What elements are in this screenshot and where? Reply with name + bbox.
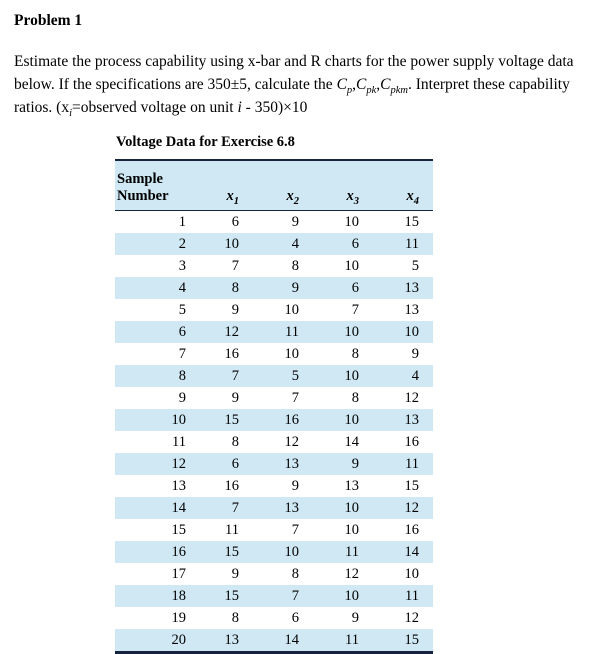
table-title: Voltage Data for Exercise 6.8 — [115, 132, 433, 161]
col-header-x2-sub: 2 — [293, 195, 299, 207]
table-row — [115, 629, 433, 653]
col-header-x1-sub: 1 — [233, 195, 239, 207]
col-header-x1-base: x — [226, 188, 234, 204]
value-cell: 11 — [345, 631, 359, 648]
value-cell: 15 — [404, 213, 419, 230]
value-cell: 11 — [405, 235, 419, 252]
sample-number-cell: 2 — [178, 235, 186, 252]
sample-number-cell: 4 — [178, 279, 186, 296]
sample-number-cell: 10 — [171, 411, 186, 428]
value-cell: 9 — [231, 389, 239, 406]
value-cell: 7 — [231, 257, 239, 274]
value-cell: 10 — [404, 565, 419, 582]
table-row — [115, 585, 433, 607]
table-header-row — [115, 161, 433, 211]
value-cell: 9 — [231, 565, 239, 582]
table-row — [115, 497, 433, 519]
sample-number-cell: 17 — [171, 565, 186, 582]
voltage-data-table — [115, 132, 433, 654]
col-header-sample-number: Sample Number — [115, 161, 193, 211]
table-row — [115, 343, 433, 365]
value-cell: 10 — [344, 367, 359, 384]
value-cell: 15 — [224, 411, 239, 428]
col-header-x4 — [373, 161, 433, 211]
value-cell: 10 — [284, 345, 299, 362]
table-row — [115, 365, 433, 387]
value-cell: 9 — [351, 609, 359, 626]
value-cell: 7 — [231, 367, 239, 384]
value-cell: 6 — [291, 609, 299, 626]
sample-number-cell: 18 — [171, 587, 186, 604]
sample-number-cell: 9 — [178, 389, 186, 406]
value-cell: 7 — [291, 587, 299, 604]
value-cell: 16 — [224, 345, 239, 362]
sample-number-cell: 7 — [178, 345, 186, 362]
value-cell: 11 — [225, 521, 239, 538]
value-cell: 10 — [284, 543, 299, 560]
col-header-x1 — [193, 161, 253, 211]
value-cell: 10 — [344, 323, 359, 340]
value-cell: 6 — [231, 455, 239, 472]
value-cell: 12 — [344, 565, 359, 582]
table-row — [115, 475, 433, 497]
value-cell: 13 — [404, 279, 419, 296]
value-cell: 8 — [291, 257, 299, 274]
col-header-x3 — [313, 161, 373, 211]
value-cell: 10 — [344, 411, 359, 428]
sample-number-cell: 13 — [171, 477, 186, 494]
value-cell: 7 — [231, 499, 239, 516]
problem-statement: Estimate the process capability using x-bar and R charts for the power supply voltage data below. If the specifications are 350±5, calculate the $C_p,C_{pk},C_{pkm}$. Interpret these capability ratios. ($x_i=observed$ voltage on unit i - 350)×10 — [14, 53, 574, 120]
value-cell: 5 — [291, 367, 299, 384]
table-row — [115, 519, 433, 541]
value-cell: 15 — [404, 631, 419, 648]
sample-number-cell: 3 — [178, 257, 186, 274]
sample-number-cell: 15 — [171, 521, 186, 538]
value-cell: 9 — [231, 301, 239, 318]
value-cell: 9 — [291, 213, 299, 230]
table-row — [115, 211, 433, 234]
value-cell: 10 — [404, 323, 419, 340]
sample-number-cell: 1 — [178, 213, 186, 230]
value-cell: 14 — [284, 631, 299, 648]
value-cell: 9 — [411, 345, 419, 362]
value-cell: 8 — [351, 389, 359, 406]
sample-number-cell: 8 — [178, 367, 186, 384]
value-cell: 13 — [284, 499, 299, 516]
value-cell: 16 — [284, 411, 299, 428]
table-row — [115, 541, 433, 563]
value-cell: 8 — [231, 279, 239, 296]
table-row — [115, 255, 433, 277]
value-cell: 9 — [351, 455, 359, 472]
value-cell: 12 — [224, 323, 239, 340]
table-body — [115, 211, 433, 653]
col-header-x3-sub: 3 — [353, 195, 359, 207]
col-header-x3-base: x — [346, 188, 354, 204]
value-cell: 10 — [284, 301, 299, 318]
sample-number-cell: 19 — [171, 609, 186, 626]
table-row — [115, 387, 433, 409]
value-cell: 15 — [224, 543, 239, 560]
value-cell: 8 — [351, 345, 359, 362]
table-row — [115, 299, 433, 321]
value-cell: 13 — [404, 411, 419, 428]
value-cell: 7 — [291, 521, 299, 538]
col-header-x4-sub: 4 — [413, 195, 419, 207]
table-row — [115, 607, 433, 629]
value-cell: 10 — [344, 521, 359, 538]
value-cell: 10 — [344, 587, 359, 604]
problem-heading: Problem 1 — [14, 12, 83, 29]
value-cell: 10 — [344, 499, 359, 516]
value-cell: 7 — [351, 301, 359, 318]
value-cell: 13 — [224, 631, 239, 648]
table-row — [115, 431, 433, 453]
value-cell: 4 — [291, 235, 299, 252]
value-cell: 8 — [231, 433, 239, 450]
sample-number-cell: 11 — [172, 433, 186, 450]
value-cell: 10 — [344, 213, 359, 230]
value-cell: 15 — [404, 477, 419, 494]
value-cell: 12 — [404, 389, 419, 406]
value-cell: 14 — [404, 543, 419, 560]
value-cell: 13 — [404, 301, 419, 318]
value-cell: 12 — [404, 499, 419, 516]
col-header-x2 — [253, 161, 313, 211]
value-cell: 10 — [344, 257, 359, 274]
table-row — [115, 563, 433, 585]
value-cell: 11 — [285, 323, 299, 340]
value-cell: 11 — [345, 543, 359, 560]
data-table — [115, 161, 433, 654]
table-row — [115, 233, 433, 255]
value-cell: 11 — [405, 455, 419, 472]
sample-number-cell: 12 — [171, 455, 186, 472]
table-row — [115, 453, 433, 475]
value-cell: 4 — [411, 367, 419, 384]
value-cell: 8 — [291, 565, 299, 582]
sample-number-cell: 6 — [178, 323, 186, 340]
value-cell: 9 — [291, 279, 299, 296]
value-cell: 6 — [231, 213, 239, 230]
value-cell: 10 — [224, 235, 239, 252]
table-row — [115, 321, 433, 343]
value-cell: 16 — [404, 521, 419, 538]
col-header-x4-base: x — [406, 188, 414, 204]
value-cell: 5 — [411, 257, 419, 274]
table-row — [115, 277, 433, 299]
table-row — [115, 409, 433, 431]
sample-number-cell: 14 — [171, 499, 186, 516]
value-cell: 6 — [351, 235, 359, 252]
value-cell: 13 — [344, 477, 359, 494]
value-cell: 7 — [291, 389, 299, 406]
value-cell: 16 — [224, 477, 239, 494]
sample-number-cell: 20 — [171, 631, 186, 648]
value-cell: 9 — [291, 477, 299, 494]
value-cell: 12 — [404, 609, 419, 626]
value-cell: 13 — [284, 455, 299, 472]
value-cell: 8 — [231, 609, 239, 626]
value-cell: 14 — [344, 433, 359, 450]
value-cell: 16 — [404, 433, 419, 450]
sample-number-cell: 16 — [171, 543, 186, 560]
value-cell: 12 — [284, 433, 299, 450]
sample-number-cell: 5 — [178, 301, 186, 318]
value-cell: 6 — [351, 279, 359, 296]
value-cell: 11 — [405, 587, 419, 604]
col-header-x2-base: x — [286, 188, 294, 204]
value-cell: 15 — [224, 587, 239, 604]
